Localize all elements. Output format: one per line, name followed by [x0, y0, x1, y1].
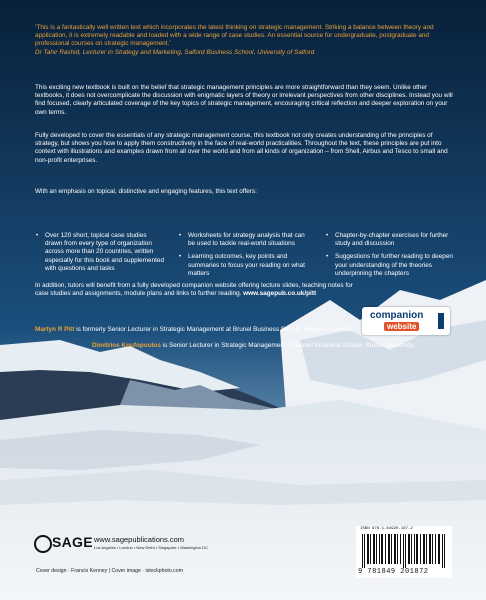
sage-logo-icon: [34, 535, 52, 553]
publisher-url[interactable]: www.sagepublications.com: [94, 535, 185, 544]
features-column-3: [325, 232, 455, 283]
feature-item: • Learning outcomes, key points and summaries to focus your reading on what matters: [188, 253, 310, 278]
publisher-cities: Los Angeles • London • New Delhi • Singapore • Washington DC: [94, 545, 208, 550]
feature-item: • Worksheets for strategy analysis that can be used to tackle real-world situations: [188, 232, 310, 248]
author-bio-1: [35, 326, 455, 334]
intro-paragraph: This exciting new textbook is built on the belief that strategic management principles are more straightforward than they seem. Unlike other textbooks, it does not overcomplicate the discussion with enigmatic layers of theory or irrelevant perspectives from other disciplines. Instead you will find focused, clearly articulated coverage of the key topics of strategic management, encouraging critical reflection and deeper exploration on your own terms.: [35, 84, 453, 116]
author-name: Dimitrios Koufopoulos: [92, 342, 161, 349]
cover-credits: Cover design · Francis Kenney | Cover image · istockphoto.com: [36, 568, 183, 574]
author-bio-text: is formerly Senior Lecturer in Strategic Management at Brunel Business School, Brunel University.: [74, 326, 354, 333]
feature-item: • Over 120 short, topical case studies drawn from every type of organization across more than 20 countries, written especially for this book and supplemented with questions and tasks: [45, 232, 165, 273]
features-intro: With an emphasis on topical, distinctive and engaging features, this text offers:: [35, 188, 257, 195]
publisher-logo: SAGE: [52, 534, 93, 550]
isbn-barcode: [356, 526, 452, 578]
tutors-text: In addition, tutors will benefit from a fully developed companion website offering lecture slides, teaching notes for case studies and assignments, module plans and links to further reading.: [35, 282, 353, 298]
barcode-number: 9 781849 201872: [358, 568, 429, 576]
review-attribution: Dr Tahir Rashid, Lecturer in Strategy and Marketing, Salford Business School, University of Salford: [35, 48, 315, 56]
features-column-2: [178, 232, 310, 283]
tutors-paragraph: [35, 282, 353, 298]
author-bio-text: is Senior Lecturer in Strategic Management at Brunel Business School, Brunel University.: [160, 342, 416, 349]
description-paragraph: Fully developed to cover the essentials of any strategic management course, this textbook not only creates understanding of the principles of strategy, but shows you how to apply them constructively in the face of real-world practicalities. Throughout the text, these principles are put into context with illustrations and examples drawn from all over the world and from all kinds of organization – from Shell, Airbus and Tesco to small and non-profit enterprises.: [35, 132, 448, 164]
author-bio-2: [92, 342, 448, 350]
review-quote: [35, 24, 453, 57]
review-quote-text: ‘This is a fantastically well written text which incorporates the latest thinking on strategic management. Striking a balance between theory and application, it is extremely readable and loaded with a wide range of case studies. An essential source for undergraduate, postgraduate and professional courses on strategic management.’: [35, 24, 434, 48]
feature-item: • Chapter-by-chapter exercises for further study and discussion: [335, 232, 455, 248]
badge-line-2: website: [384, 322, 419, 331]
author-name: Martyn R Pitt: [35, 326, 75, 333]
feature-item: • Suggestions for further reading to deepen your understanding of the theories underpinning the chapters: [335, 253, 455, 278]
isbn-label: ISBN 978-1-84920-187-2: [360, 527, 413, 531]
badge-line-1: companion: [370, 310, 424, 321]
features-column-1: [35, 232, 165, 278]
barcode-icon: [362, 534, 446, 568]
companion-url-link[interactable]: www.sagepub.co.uk/pitt: [243, 290, 317, 298]
